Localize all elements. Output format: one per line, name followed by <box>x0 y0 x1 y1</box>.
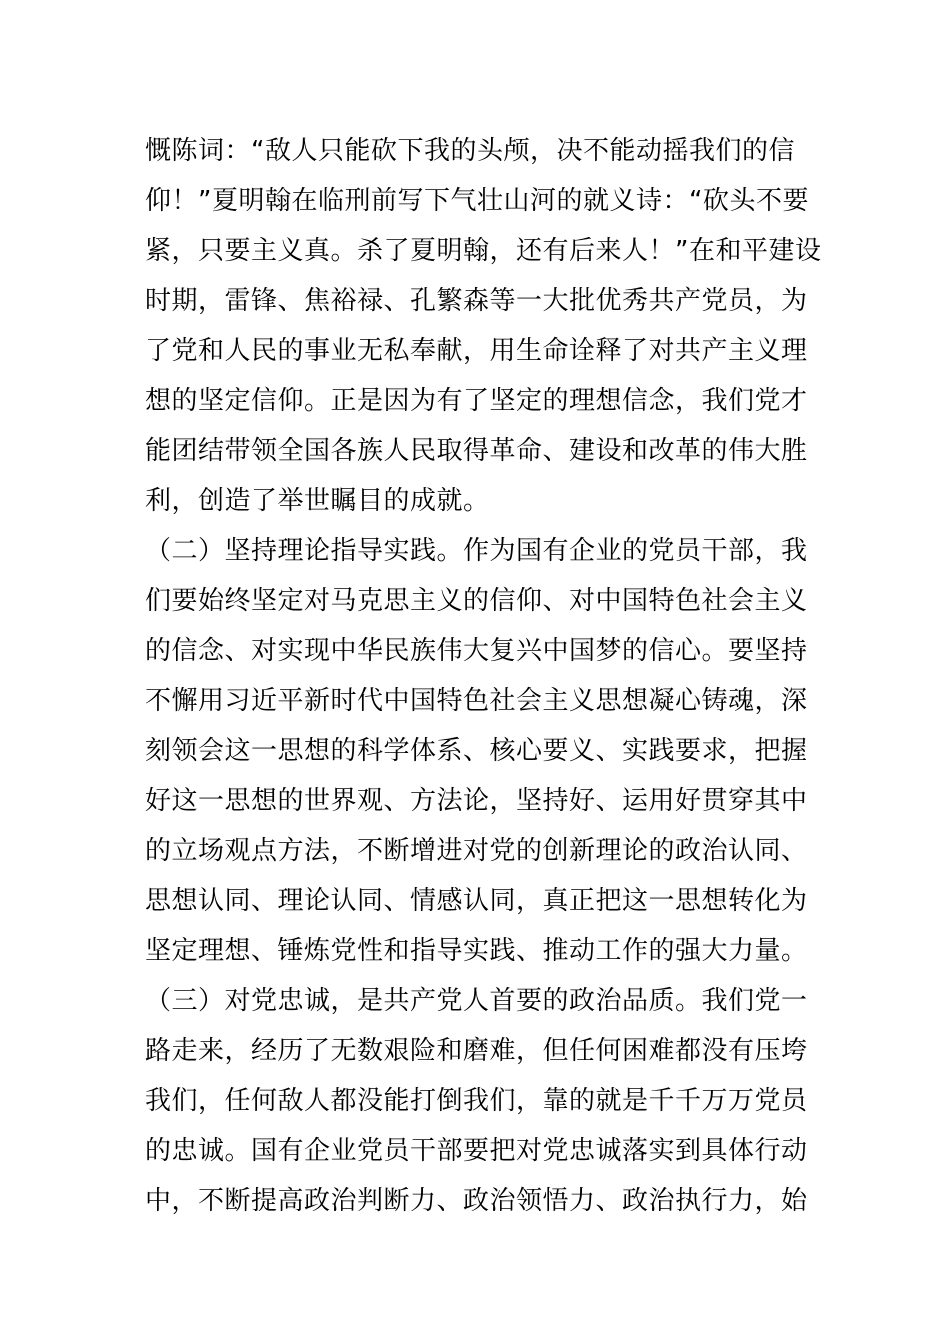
text-line: 慨陈词：“敌人只能砍下我的头颅，决不能动摇我们的信 <box>145 136 795 166</box>
text-line: 仰！”夏明翰在临刑前写下气壮山河的就义诗：“砍头不要 <box>145 186 809 216</box>
text-line: 的信念、对实现中华民族伟大复兴中国梦的信心。要坚持 <box>145 636 808 666</box>
text-line: 时期，雷锋、焦裕禄、孔繁森等一大批优秀共产党员，为 <box>145 286 808 316</box>
text-line: 思想认同、理论认同、情感认同，真正把这一思想转化为 <box>145 886 808 916</box>
text-line: 了党和人民的事业无私奉献，用生命诠释了对共产主义理 <box>145 336 808 366</box>
text-line: 路走来，经历了无数艰险和磨难，但任何困难都没有压垮 <box>145 1036 808 1066</box>
text-line: 好这一思想的世界观、方法论，坚持好、运用好贯穿其中 <box>145 786 808 816</box>
body-text <box>145 126 822 1226</box>
text-line: 我们，任何敌人都没能打倒我们，靠的就是千千万万党员 <box>145 1086 808 1116</box>
text-line: 的忠诚。国有企业党员干部要把对党忠诚落实到具体行动 <box>145 1136 808 1166</box>
text-line: 能团结带领全国各族人民取得革命、建设和改革的伟大胜 <box>145 436 808 466</box>
text-line: 中，不断提高政治判断力、政治领悟力、政治执行力，始 <box>145 1186 808 1216</box>
section-heading-line: （二）坚持理论指导实践。作为国有企业的党员干部，我 <box>145 536 808 566</box>
text-line: 坚定理想、锤炼党性和指导实践、推动工作的强大力量。 <box>145 936 808 966</box>
text-line: 们要始终坚定对马克思主义的信仰、对中国特色社会主义 <box>145 586 808 616</box>
text-line: 紧，只要主义真。杀了夏明翰，还有后来人！”在和平建设 <box>145 236 822 266</box>
text-line: 利，创造了举世瞩目的成就。 <box>145 486 490 516</box>
text-line: 想的坚定信仰。正是因为有了坚定的理想信念，我们党才 <box>145 386 808 416</box>
section-heading-line: （三）对党忠诚，是共产党人首要的政治品质。我们党一 <box>145 986 808 1016</box>
text-line: 不懈用习近平新时代中国特色社会主义思想凝心铸魂，深 <box>145 686 808 716</box>
text-line: 刻领会这一思想的科学体系、核心要义、实践要求，把握 <box>145 736 808 766</box>
text-line: 的立场观点方法，不断增进对党的创新理论的政治认同、 <box>145 836 808 866</box>
